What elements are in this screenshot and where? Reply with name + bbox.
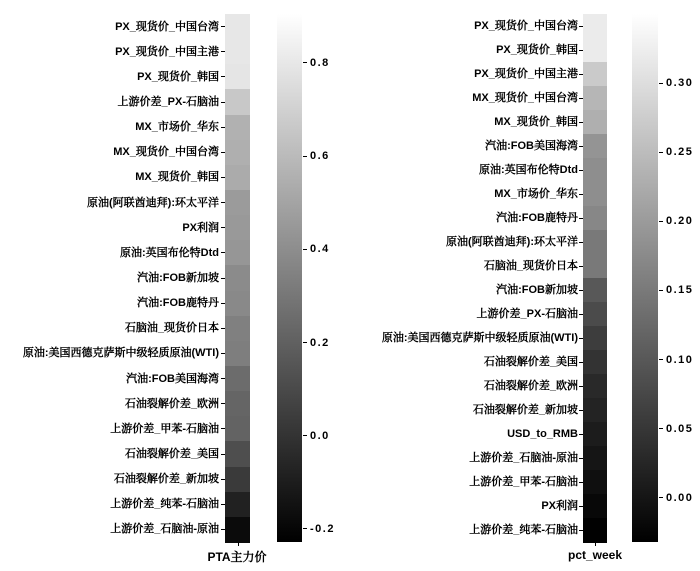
heatmap-cell: [583, 182, 607, 207]
heatmap-cell: [583, 38, 607, 63]
row-label: 上游价差_PX-石脑油: [117, 96, 219, 108]
row-label: 上游价差_石脑油-原油: [469, 452, 578, 464]
row-label: PX_现货价_中国主港: [474, 68, 578, 80]
row-label: 上游价差_纯苯-石脑油: [469, 524, 578, 536]
colorbar-tick-label: 0.8: [310, 56, 330, 69]
colorbar-tick-label: 0.4: [310, 243, 330, 256]
row-label: 原油:英国布伦特Dtd: [479, 164, 578, 176]
heatmap-cell: [583, 494, 607, 519]
row-label: 汽油:FOB鹿特丹: [496, 212, 578, 224]
row-label: MX_现货价_韩国: [494, 116, 578, 128]
row-label: MX_市场价_华东: [494, 188, 578, 200]
x-tick-mark: [595, 542, 596, 546]
row-label: PX利润: [541, 500, 578, 512]
row-label: 上游价差_石脑油-原油: [110, 523, 219, 536]
row-label: 汽油:FOB鹿特丹: [137, 297, 219, 310]
row-label: 上游价差_甲苯-石脑油: [110, 422, 219, 435]
row-label: PX_现货价_韩国: [137, 70, 219, 83]
heatmap-cell: [583, 134, 607, 159]
colorbar-tick-mark: [659, 428, 663, 429]
row-label: 石油裂解价差_新加坡: [472, 404, 578, 416]
colorbar-tick-mark: [303, 62, 307, 63]
row-label: 石油裂解价差_欧洲: [483, 380, 578, 392]
heatmap-cell: [583, 470, 607, 495]
row-label: 原油(阿联酋迪拜):环太平洋: [446, 236, 578, 248]
row-label: 石油裂解价差_美国: [483, 356, 578, 368]
heatmap-cell: [583, 206, 607, 231]
row-label: PX_现货价_韩国: [496, 44, 578, 56]
x-axis-label-pta: PTA主力价: [207, 550, 267, 564]
row-label: MX_现货价_中国台湾: [472, 92, 578, 104]
heatmap-cell: [583, 446, 607, 471]
row-label: 石脑油_现货价日本: [483, 260, 578, 272]
colorbar-gradient: [632, 14, 658, 542]
row-label: PX_现货价_中国主港: [115, 45, 219, 58]
colorbar-tick-label: 0.25: [666, 146, 694, 159]
colorbar-tick-label: 0.30: [666, 77, 694, 90]
row-label: 汽油:FOB美国海湾: [485, 140, 578, 152]
colorbar-tick-label: 0.6: [310, 150, 330, 163]
heatmap-cell: [583, 302, 607, 327]
x-tick-mark: [238, 542, 239, 546]
colorbar-tick-mark: [303, 156, 307, 157]
colorbar-tick-label: 0.20: [666, 215, 694, 228]
heatmap-cell: [583, 158, 607, 183]
colorbar-tick-mark: [659, 152, 663, 153]
row-label: PX_现货价_中国台湾: [474, 20, 578, 32]
heatmap-cell: [583, 350, 607, 375]
colorbar-tick-label: 0.10: [666, 353, 694, 366]
heatmap-cell: [583, 422, 607, 447]
row-label: PX_现货价_中国台湾: [115, 20, 219, 33]
colorbar-tick-label: -0.2: [310, 522, 335, 535]
row-label: 上游价差_PX-石脑油: [476, 308, 578, 320]
heatmap-cell: [583, 14, 607, 39]
row-label: USD_to_RMB: [507, 428, 578, 440]
row-label: 上游价差_甲苯-石脑油: [469, 476, 578, 488]
colorbar-tick-label: 0.0: [310, 429, 330, 442]
colorbar-tick-label: 0.15: [666, 284, 694, 297]
row-label: 石脑油_现货价日本: [124, 322, 219, 335]
colorbar-tick-mark: [659, 83, 663, 84]
colorbar-tick-label: 0.05: [666, 422, 694, 435]
heatmap-cell: [583, 278, 607, 303]
row-label: PX利润: [182, 221, 219, 234]
x-axis-label-pct-week: pct_week: [567, 548, 623, 562]
row-label: 原油(阿联酋迪拜):环太平洋: [87, 196, 219, 209]
heatmap-cell: [583, 326, 607, 351]
row-label: 石油裂解价差_欧洲: [124, 397, 219, 410]
heatmap-cell: [583, 518, 607, 543]
row-label: 汽油:FOB美国海湾: [126, 372, 219, 385]
colorbar-tick-mark: [659, 359, 663, 360]
row-label: 汽油:FOB新加坡: [496, 284, 578, 296]
row-label: MX_市场价_华东: [135, 121, 219, 134]
row-label: 原油:英国布伦特Dtd: [120, 246, 219, 259]
row-label: 石油裂解价差_美国: [124, 448, 219, 460]
heatmap-cell: [583, 230, 607, 255]
heatmap-cell: [583, 254, 607, 279]
heatmap-cell: [583, 86, 607, 111]
row-label: 汽油:FOB新加坡: [137, 272, 219, 284]
row-label: 原油:美国西德克萨斯中级轻质原油(WTI): [381, 332, 578, 344]
heatmap-cell: [583, 398, 607, 423]
colorbar-tick-label: 0.2: [310, 336, 330, 349]
row-label: 原油:美国西德克萨斯中级轻质原油(WTI): [22, 347, 219, 360]
row-label: MX_现货价_中国台湾: [113, 146, 219, 159]
colorbar-tick-label: 0.00: [666, 491, 694, 504]
heatmap-cell: [583, 110, 607, 135]
row-label: MX_现货价_韩国: [135, 171, 219, 184]
row-label: 上游价差_纯苯-石脑油: [110, 498, 219, 511]
row-label: 石油裂解价差_新加坡: [113, 473, 219, 486]
colorbar-tick-mark: [659, 221, 663, 222]
heatmap-cell: [583, 62, 607, 87]
colorbar-tick-mark: [659, 497, 663, 498]
heatmap-cell: [583, 374, 607, 399]
colorbar-tick-mark: [659, 290, 663, 291]
